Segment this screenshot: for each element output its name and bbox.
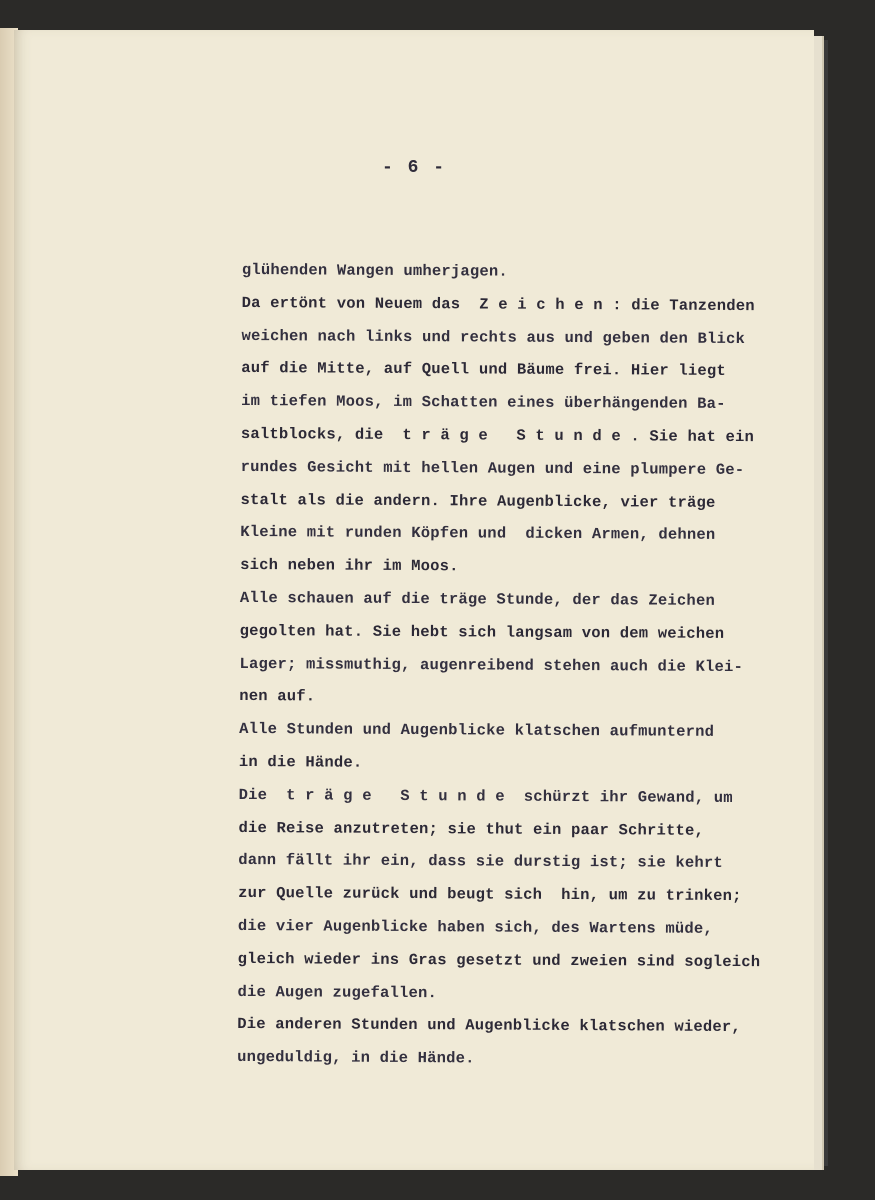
text-line: in die Hände.: [238, 752, 363, 772]
text-line: Alle Stunden und Augenblicke klatschen aufmunternd: [239, 720, 715, 742]
text-line: ungeduldig, in die Hände.: [237, 1048, 475, 1068]
text-line: auf die Mitte, auf Quell und Bäume frei. Hier liegt: [241, 359, 726, 381]
text-line: Kleine mit runden Köpfen und dicken Armen, dehnen: [240, 523, 716, 545]
typewritten-text: [237, 254, 802, 1077]
text-line: stalt als die andern. Ihre Augenblicke, vier träge: [240, 490, 716, 512]
text-line: die Reise anzutreten; sie thut ein paar Schritte,: [238, 818, 705, 840]
text-line: Alle schauen auf die träge Stunde, der das Zeichen: [239, 588, 716, 610]
page-sheet: [14, 30, 814, 1170]
text-line: dann fällt ihr ein, dass sie durstig ist; sie kehrt: [238, 851, 723, 873]
text-line: gleich wieder ins Gras gesetzt und zweien sind sogleich: [237, 949, 761, 971]
text-line: Die t r ä g e S t u n d e schürzt ihr Gewand, um: [238, 785, 733, 807]
text-line: glühenden Wangen umherjagen.: [241, 260, 508, 281]
page-number: - 6 -: [381, 158, 446, 178]
text-line: Da ertönt von Neuem das Z e i c h e n : die Tanzenden: [241, 293, 755, 315]
text-line: zur Quelle zurück und beugt sich hin, um zu trinken;: [238, 884, 742, 906]
text-line: sich neben ihr im Moos.: [240, 556, 459, 576]
text-line: gegolten hat. Sie hebt sich langsam von dem weichen: [239, 621, 725, 643]
text-line: im tiefen Moos, im Schatten eines überhängenden Ba-: [241, 392, 726, 414]
text-line: die Augen zugefallen.: [237, 982, 438, 1002]
text-line: rundes Gesicht mit hellen Augen und eine plumpere Ge-: [240, 457, 745, 479]
text-line: Die anderen Stunden und Augenblicke klatschen wieder,: [237, 1015, 741, 1037]
text-line: nen auf.: [239, 687, 316, 706]
text-line: weichen nach links und rechts aus und geben den Blick: [241, 326, 746, 348]
text-line: die vier Augenblicke haben sich, des Wartens müde,: [237, 916, 714, 938]
text-line: saltblocks, die t r ä g e S t u n d e . Sie hat ein: [240, 424, 755, 447]
text-line: Lager; missmuthig, augenreibend stehen auch die Klei-: [239, 654, 744, 676]
